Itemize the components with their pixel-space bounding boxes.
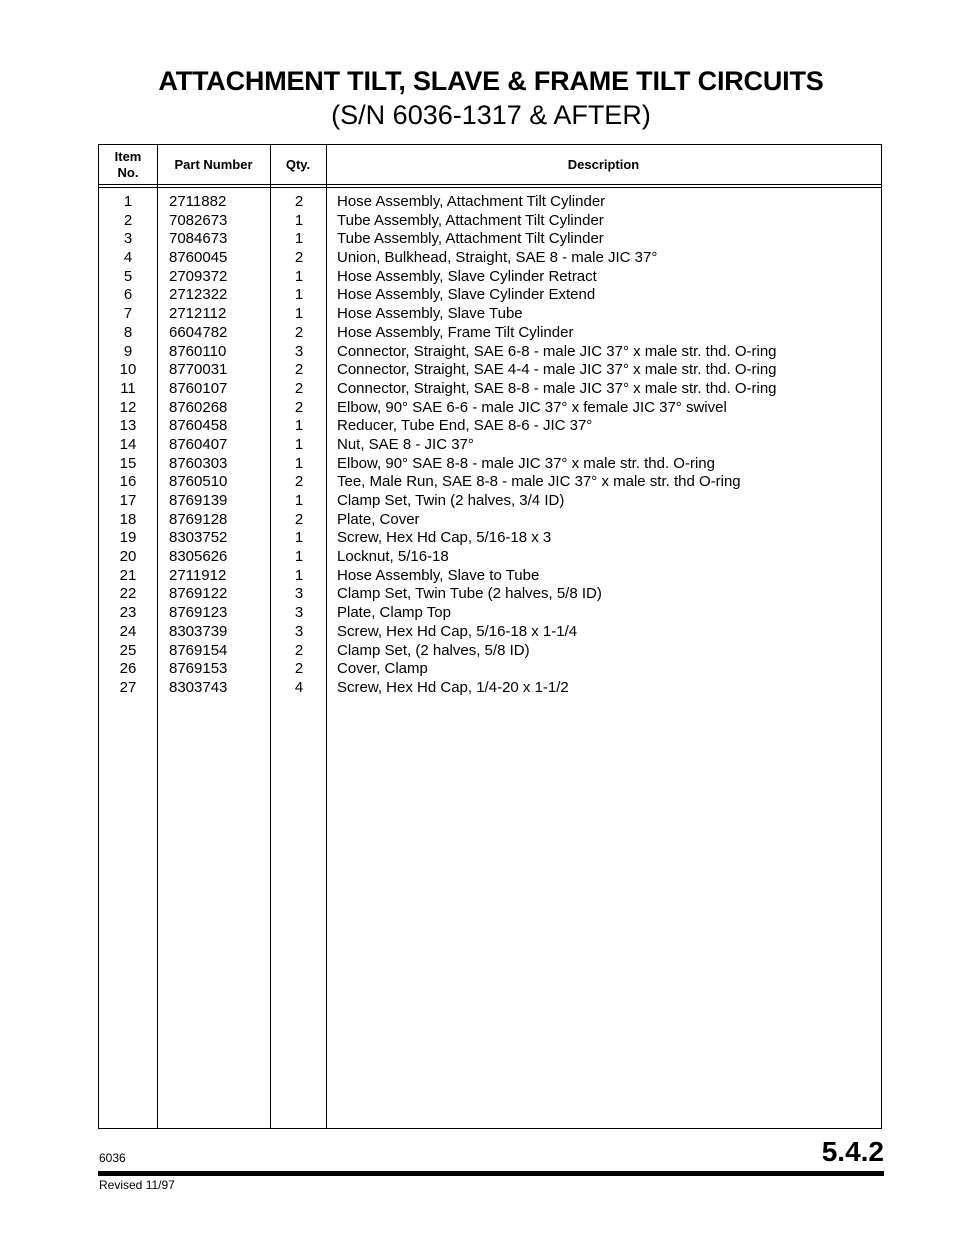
table-row (99, 473, 881, 492)
item-number: 18 (119, 510, 137, 528)
quantity: 3 (294, 342, 304, 360)
parts-table (98, 144, 882, 1129)
description: Tube Assembly, Attachment Tilt Cylinder (337, 230, 604, 248)
table-row (99, 380, 881, 399)
item-number: 20 (119, 548, 137, 566)
part-number: 6604782 (169, 323, 228, 341)
description: Tee, Male Run, SAE 8-8 - male JIC 37° x male str. thd O-ring (337, 473, 741, 491)
table-row (99, 436, 881, 455)
description: Locknut, 5/16-18 (337, 548, 449, 566)
table-row (99, 230, 881, 249)
table-row (99, 548, 881, 567)
description: Tube Assembly, Attachment Tilt Cylinder (337, 211, 604, 229)
quantity: 1 (294, 305, 304, 323)
part-number: 8760045 (169, 249, 228, 267)
quantity: 1 (294, 548, 304, 566)
part-number: 8769139 (169, 492, 228, 509)
description: Hose Assembly, Slave Cylinder Extend (337, 286, 596, 304)
description: Union, Bulkhead, Straight, SAE 8 - male JIC 37° (337, 249, 658, 267)
quantity: 2 (294, 641, 304, 659)
description: Hose Assembly, Slave Tube (337, 305, 523, 323)
part-number: 8769154 (169, 641, 228, 659)
item-number: 8 (123, 323, 133, 341)
description: Screw, Hex Hd Cap, 5/16-18 x 3 (337, 529, 552, 547)
part-number: 8760303 (169, 454, 228, 472)
description: Connector, Straight, SAE 4-4 - male JIC 37° x male str. thd. O-ring (337, 361, 777, 379)
table-row (99, 268, 881, 287)
table-row (99, 567, 881, 586)
part-number: 2709372 (169, 267, 228, 285)
table-row (99, 305, 881, 324)
description: Clamp Set, Twin Tube (2 halves, 5/8 ID) (337, 585, 602, 603)
quantity: 4 (294, 678, 304, 696)
part-number: 8760458 (169, 417, 228, 435)
revision-date: Revised 11/97 (99, 1178, 175, 1192)
header-rule (99, 187, 881, 188)
table-row (99, 529, 881, 548)
item-number: 16 (119, 473, 137, 491)
description: Elbow, 90° SAE 8-8 - male JIC 37° x male str. thd. O-ring (337, 454, 715, 472)
item-number: 23 (119, 604, 137, 622)
table-row (99, 679, 881, 698)
description: Plate, Clamp Top (337, 604, 451, 622)
table-row (99, 585, 881, 604)
item-number: 5 (123, 267, 133, 285)
footer-rule (98, 1171, 884, 1176)
description: Clamp Set, (2 halves, 5/8 ID) (337, 641, 530, 659)
part-number: 8769128 (169, 510, 228, 528)
part-number: 8770031 (169, 361, 228, 379)
quantity: 1 (294, 492, 304, 509)
item-number: 11 (120, 379, 136, 397)
quantity: 1 (294, 230, 304, 248)
item-number: 17 (119, 492, 137, 509)
item-number: 6 (123, 286, 133, 304)
page-subtitle: (S/N 6036-1317 & AFTER) (331, 100, 651, 130)
quantity: 3 (294, 604, 304, 622)
table-row (99, 455, 881, 474)
part-number: 8760107 (169, 379, 228, 397)
description: Connector, Straight, SAE 6-8 - male JIC 37° x male str. thd. O-ring (337, 342, 777, 360)
quantity: 2 (294, 398, 304, 416)
quantity: 3 (294, 622, 304, 640)
part-number: 8303739 (169, 622, 228, 640)
quantity: 1 (294, 211, 304, 229)
part-number: 2712112 (169, 305, 227, 323)
quantity: 3 (294, 585, 304, 603)
item-number: 24 (119, 622, 137, 640)
part-number: 8769153 (169, 660, 228, 678)
part-number: 8769122 (169, 585, 228, 603)
table-row (99, 212, 881, 231)
table-row (99, 286, 881, 305)
part-number: 8303752 (169, 529, 228, 547)
quantity: 2 (294, 660, 304, 678)
part-number: 8760510 (169, 473, 228, 491)
quantity: 2 (294, 323, 304, 341)
item-number: 14 (119, 435, 137, 453)
item-number: 2 (123, 211, 133, 229)
description: Clamp Set, Twin (2 halves, 3/4 ID) (337, 492, 565, 509)
description: Nut, SAE 8 - JIC 37° (337, 435, 474, 453)
table-row (99, 511, 881, 530)
quantity: 1 (294, 417, 304, 435)
part-number: 2712322 (169, 286, 228, 304)
item-number: 22 (119, 585, 137, 603)
table-body (99, 193, 881, 698)
header-rule (99, 184, 881, 185)
description: Hose Assembly, Slave Cylinder Retract (337, 267, 597, 285)
table-row (99, 324, 881, 343)
quantity: 1 (294, 529, 304, 547)
description: Hose Assembly, Slave to Tube (337, 566, 540, 584)
item-number: 19 (119, 529, 137, 547)
item-number: 21 (119, 566, 137, 584)
table-row (99, 604, 881, 623)
part-number: 8305626 (169, 548, 228, 566)
table-row (99, 642, 881, 661)
description: Hose Assembly, Frame Tilt Cylinder (337, 323, 574, 341)
table-row (99, 193, 881, 212)
item-number: 12 (119, 398, 137, 416)
quantity: 1 (294, 267, 304, 285)
table-row (99, 343, 881, 362)
table-row (99, 660, 881, 679)
item-number: 27 (119, 678, 137, 696)
item-number: 1 (123, 193, 133, 210)
quantity: 1 (294, 566, 304, 584)
quantity: 1 (294, 286, 304, 304)
table-row (99, 399, 881, 418)
header-part-number: Part Number (174, 156, 253, 172)
description: Connector, Straight, SAE 8-8 - male JIC 37° x male str. thd. O-ring (337, 379, 777, 397)
table-row (99, 249, 881, 268)
quantity: 1 (294, 454, 304, 472)
header-qty: Qty. (285, 156, 311, 172)
part-number: 2711912 (169, 566, 227, 584)
header-no-label: No. (117, 164, 139, 180)
item-number: 3 (123, 230, 133, 248)
document-number: 6036 (99, 1151, 126, 1165)
quantity: 2 (294, 361, 304, 379)
item-number: 10 (119, 361, 137, 379)
part-number: 2711882 (169, 193, 227, 210)
description: Hose Assembly, Attachment Tilt Cylinder (337, 193, 606, 210)
quantity: 2 (294, 193, 304, 210)
description: Screw, Hex Hd Cap, 1/4-20 x 1-1/2 (337, 678, 569, 696)
item-number: 9 (123, 342, 133, 360)
part-number: 8760110 (169, 342, 227, 360)
part-number: 8769123 (169, 604, 228, 622)
description: Screw, Hex Hd Cap, 5/16-18 x 1-1/4 (337, 622, 578, 640)
description: Elbow, 90° SAE 6-6 - male JIC 37° x female JIC 37° swivel (337, 398, 727, 416)
part-number: 8760407 (169, 435, 228, 453)
part-number: 8303743 (169, 678, 228, 696)
part-number: 8760268 (169, 398, 228, 416)
item-number: 26 (119, 660, 137, 678)
quantity: 2 (294, 473, 304, 491)
description: Plate, Cover (337, 510, 420, 528)
item-number: 4 (123, 249, 133, 267)
item-number: 15 (119, 454, 137, 472)
part-number: 7082673 (169, 211, 228, 229)
header-description: Description (567, 156, 640, 172)
description: Cover, Clamp (337, 660, 428, 678)
quantity: 2 (294, 510, 304, 528)
quantity: 2 (294, 249, 304, 267)
section-number: 5.4.2 (821, 1136, 884, 1167)
quantity: 1 (294, 435, 304, 453)
page-title: ATTACHMENT TILT, SLAVE & FRAME TILT CIRCUITS (158, 66, 824, 96)
table-row (99, 417, 881, 436)
header-item-no (99, 145, 157, 184)
quantity: 2 (294, 379, 304, 397)
part-number: 7084673 (169, 230, 228, 248)
description: Reducer, Tube End, SAE 8-6 - JIC 37° (337, 417, 593, 435)
table-row (99, 492, 881, 511)
item-number: 7 (123, 305, 133, 323)
table-row (99, 623, 881, 642)
table-row (99, 361, 881, 380)
item-number: 13 (119, 417, 137, 435)
item-number: 25 (119, 641, 137, 659)
header-item-label: Item (114, 148, 142, 164)
